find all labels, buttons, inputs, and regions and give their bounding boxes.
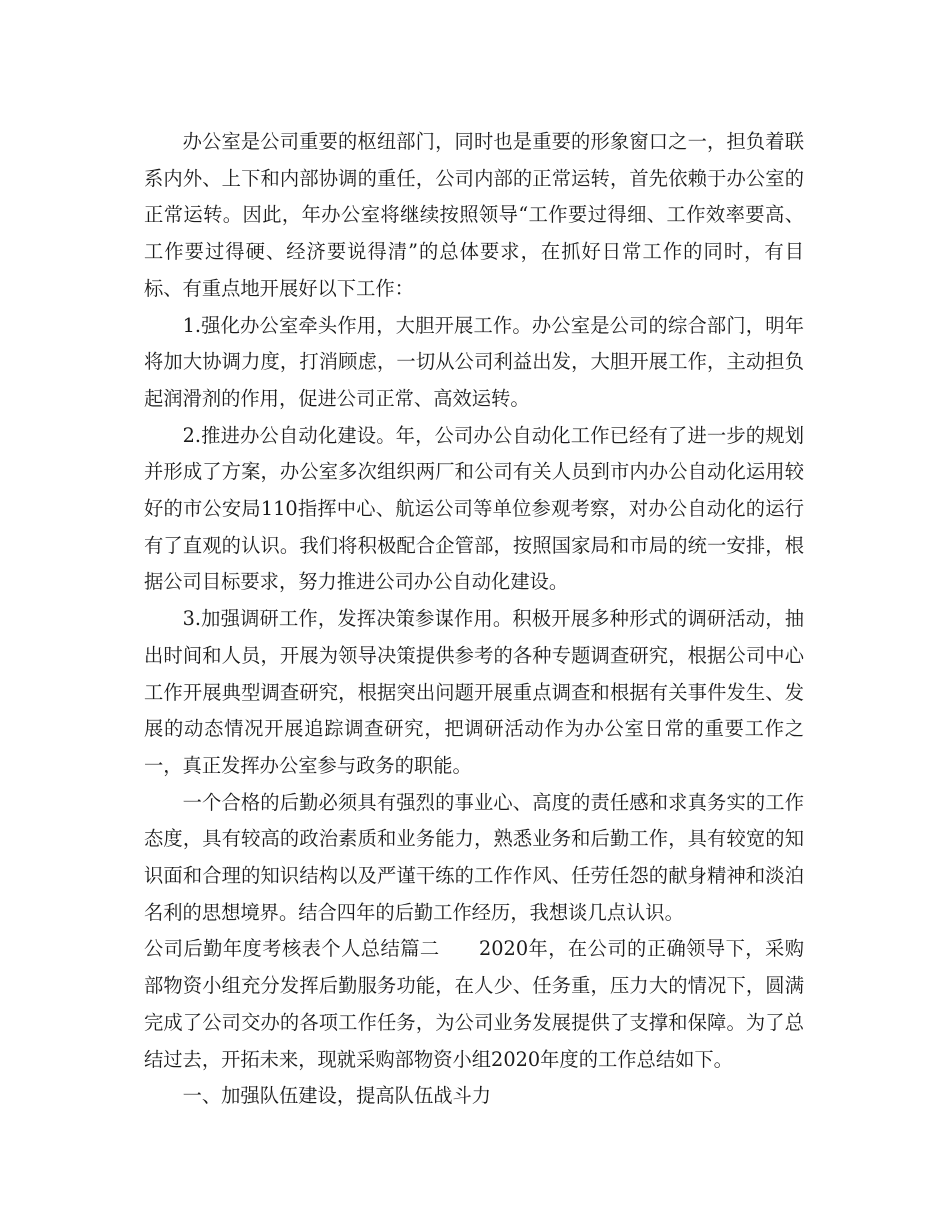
paragraph-intro: 办公室是公司重要的枢纽部门，同时也是重要的形象窗口之一，担负着联系内外、上下和内部协调的重任，公司内部的正常运转，首先依赖于办公室的正常运转。因此，年办公室将继续按照领导“工作要过得细、工作效率要高、工作要过得硬、经济要说得清”的总体要求，在抓好日常工作的同时，有目标、有重点地开展好以下工作： — [144, 130, 804, 300]
section-heading-1: 一、加强队伍建设，提高队伍战斗力 — [182, 1084, 492, 1108]
paragraph-item-2: 2.推进办公自动化建设。年，公司办公自动化工作已经有了进一步的规划并形成了方案，办公室多次组织两厂和公司有关人员到市内办公自动化运用较好的市公安局110指挥中心、航运公司等单位参观考察，对办公自动化的运行有了直观的认识。我们将积极配合企管部，按照国家局和市局的统一安排，根据公司目标要求，努力推进公司办公自动化建设。 — [144, 423, 804, 594]
paragraph-logistics: 一个合格的后勤必须具有强烈的事业心、高度的责任感和求真务实的工作态度，具有较高的政治素质和业务能力，熟悉业务和后勤工作，具有较宽的知识面和合理的知识结构以及严谨干练的工作作风、任劳任怨的献身精神和淡泊名利的思想境界。结合四年的后勤工作经历，我想谈几点认识。 — [144, 790, 804, 924]
document-page — [144, 124, 804, 1115]
paragraph-item-3: 3.加强调研工作，发挥决策参谋作用。积极开展多种形式的调研活动，抽出时间和人员，开展为领导决策提供参考的各种专题调查研究，根据公司中心工作开展典型调查研究，根据突出问题开展重点调查和根据有关事件发生、发展的动态情况开展追踪调查研究，把调研活动作为办公室日常的重要工作之一，真正发挥办公室参与政务的职能。 — [144, 607, 804, 777]
paragraph-section-two: 公司后勤年度考核表个人总结篇二 2020年，在公司的正确领导下，采购部物资小组充分发挥后勤服务功能，在人少、任务重，压力大的情况下，圆满完成了公司交办的各项工作任务，为公司业务发展提供了支撑和保障。为了总结过去，开拓未来，现就采购部物资小组2020年度的工作总结如下。 — [144, 937, 804, 1071]
paragraph-item-1: 1.强化办公室牵头作用，大胆开展工作。办公室是公司的综合部门，明年将加大协调力度，打消顾虑，一切从公司利益出发，大胆开展工作，主动担负起润滑剂的作用，促进公司正常、高效运转。 — [144, 313, 804, 410]
